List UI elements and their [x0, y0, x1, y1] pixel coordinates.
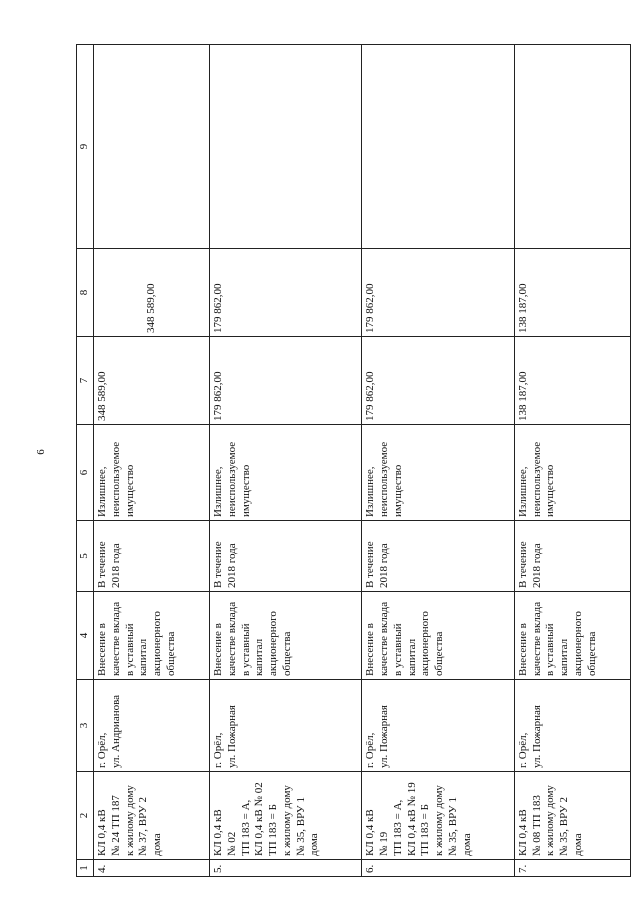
disposal-method: Внесение в качестве вклада в уставный капитал акционерного общества: [362, 592, 514, 680]
rotated-table-container: [76, 45, 631, 877]
column-number: 7: [77, 337, 94, 425]
table-row: [362, 45, 514, 877]
table-row: [94, 45, 210, 877]
disposal-method: Внесение в качестве вклада в уставный капитал акционерного общества: [514, 592, 630, 680]
column-number: 5: [77, 521, 94, 592]
table-row: [514, 45, 630, 877]
column-number: 1: [77, 860, 94, 877]
value-col7: 179 862,00: [362, 337, 514, 425]
column-number: 8: [77, 249, 94, 337]
term: В течение 2018 года: [514, 521, 630, 592]
term: В течение 2018 года: [210, 521, 362, 592]
property-table: [76, 44, 631, 877]
object-name: КЛ 0,4 кВ № 08 ТП 183 к жилому дому № 35, ВРУ 2 дома: [514, 772, 630, 860]
value-col8: 138 187,00: [514, 249, 630, 337]
object-name: КЛ 0,4 кВ № 02 ТП 183 = А, КЛ 0,4 кВ № 02 ТП 183 = Б к жилому дому № 35, ВРУ 1 дома: [210, 772, 362, 860]
table-body: [94, 45, 631, 877]
reason: Излишнее, неиспользуемое имущество: [514, 425, 630, 521]
reason: Излишнее, неиспользуемое имущество: [362, 425, 514, 521]
term: В течение 2018 года: [362, 521, 514, 592]
row-number: 4.: [94, 860, 210, 877]
column-number: 3: [77, 680, 94, 772]
address: г. Орёл, ул. Пожарная: [514, 680, 630, 772]
column-number: 2: [77, 772, 94, 860]
row-number: 7.: [514, 860, 630, 877]
row-number: 6.: [362, 860, 514, 877]
column-number: 9: [77, 45, 94, 249]
address: г. Орёл, ул. Пожарная: [362, 680, 514, 772]
address: г. Орёл, ул. Андрианова: [94, 680, 210, 772]
address: г. Орёл, ул. Пожарная: [210, 680, 362, 772]
reason: Излишнее, неиспользуемое имущество: [94, 425, 210, 521]
value-col7: 348 589,00: [94, 337, 210, 425]
value-col8: 179 862,00: [210, 249, 362, 337]
value-col9: [362, 45, 514, 249]
table-row: [210, 45, 362, 877]
value-col8: 348 589,00: [94, 249, 210, 337]
disposal-method: Внесение в качестве вклада в уставный капитал акционерного общества: [210, 592, 362, 680]
column-number: 6: [77, 425, 94, 521]
column-number-row: [77, 45, 94, 877]
value-col7: 179 862,00: [210, 337, 362, 425]
row-number: 5.: [210, 860, 362, 877]
value-col9: [94, 45, 210, 249]
value-col7: 138 187,00: [514, 337, 630, 425]
value-col9: [514, 45, 630, 249]
value-col8: 179 862,00: [362, 249, 514, 337]
reason: Излишнее, неиспользуемое имущество: [210, 425, 362, 521]
term: В течение 2018 года: [94, 521, 210, 592]
column-number: 4: [77, 592, 94, 680]
page-number: 6: [34, 449, 47, 455]
object-name: КЛ 0,4 кВ № 24 ТП 187 к жилому дому № 37, ВРУ 2 дома: [94, 772, 210, 860]
value-col9: [210, 45, 362, 249]
object-name: КЛ 0,4 кВ № 19 ТП 183 = А, КЛ 0,4 кВ № 19 ТП 183 = Б к жилому дому № 35, ВРУ 1 дома: [362, 772, 514, 860]
disposal-method: Внесение в качестве вклада в уставный капитал акционерного общества: [94, 592, 210, 680]
